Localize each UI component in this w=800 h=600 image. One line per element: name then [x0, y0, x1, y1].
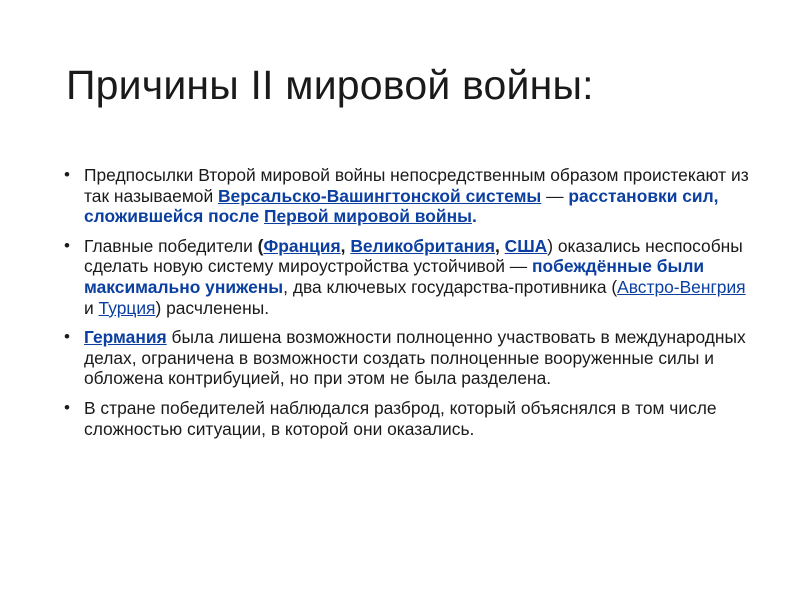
bullet-text: ) расчленены. [155, 297, 270, 318]
bullet-text: — [541, 185, 569, 206]
bullet-text: , [340, 235, 351, 256]
link-france[interactable]: Франция [263, 235, 341, 256]
bullet-icon: • [64, 235, 70, 255]
link-turkey[interactable]: Турция [98, 297, 156, 318]
bullet-text: оказались неспособны сделать новую систему мироустройства устойчивой — [84, 235, 743, 277]
link-first-world-war[interactable]: Первой мировой войны [264, 206, 472, 227]
bullet-text: Главные победители [84, 235, 258, 256]
bullet-text: Предпосылки Второй мировой войны непосредственным образом проистекают из так называемой [84, 165, 749, 206]
link-usa[interactable]: США [504, 235, 548, 256]
bullet-text: ) [547, 235, 554, 256]
emphasis-text: расстановки сил, сложившейся после [84, 185, 719, 227]
bullet-list [62, 165, 752, 448]
bullet-icon: • [64, 397, 70, 417]
bullet-item-victors-disarray [62, 398, 752, 439]
bullet-text: В стране победителей наблюдался разброд, который объяснялся в том числе сложностью ситуации, в которой они оказались. [84, 397, 717, 439]
bullet-text: . [471, 206, 477, 227]
bullet-text: была лишена возможности полноценно участвовать в международных делах, ограничена в возможности создать полноценные вооруженные силы и обложена контрибуцией, но при этом не была разделена. [84, 327, 746, 389]
bullet-icon: • [64, 165, 70, 184]
bullet-icon: • [64, 327, 70, 347]
slide-title: Причины II мировой войны: [66, 62, 594, 108]
bullet-item-versailles [62, 165, 752, 227]
bullet-text: ( [257, 235, 264, 256]
link-germany[interactable]: Германия [84, 327, 167, 348]
bullet-item-germany [62, 327, 752, 389]
link-versailles-washington-system[interactable]: Версальско-Вашингтонской системы [218, 185, 542, 206]
emphasis-text: побеждённые были максимально унижены [84, 256, 705, 297]
bullet-text: , [494, 235, 505, 256]
bullet-text: и [84, 297, 99, 318]
bullet-text: , два ключевых государства-противника ( [283, 276, 618, 297]
bullet-item-victors [62, 236, 752, 318]
link-great-britain[interactable]: Великобритания [350, 235, 495, 256]
link-austria-hungary[interactable]: Австро-Венгрия [617, 276, 746, 297]
